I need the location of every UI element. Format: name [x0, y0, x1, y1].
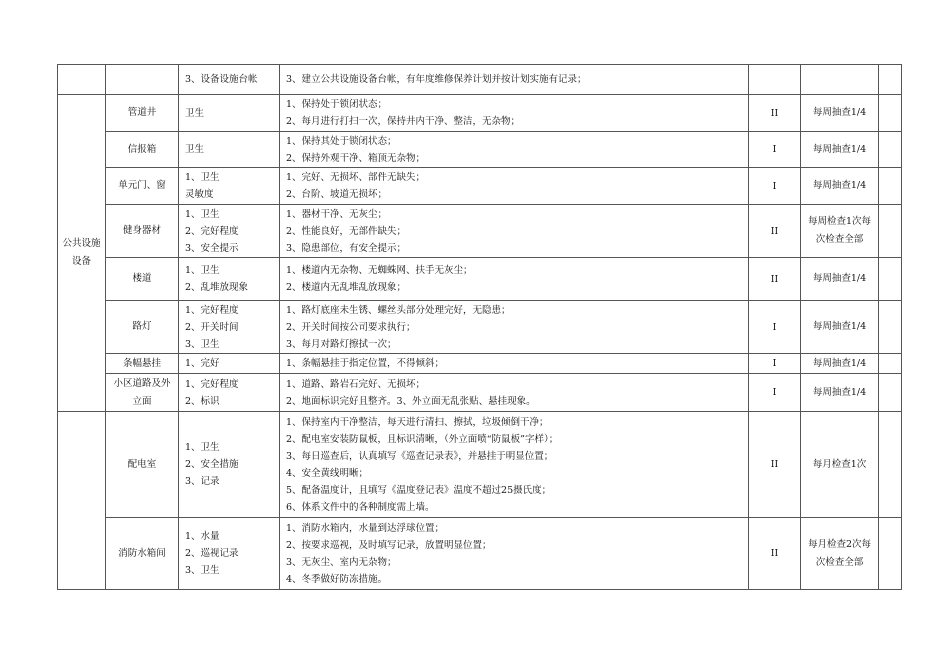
- level-cell: II: [749, 95, 801, 132]
- standard-text: [280, 412, 749, 518]
- empty-cell: [801, 65, 879, 95]
- check-items: [179, 205, 280, 258]
- frequency-cell: 每周抽查1/4: [801, 258, 879, 301]
- check-item: 3、记录: [185, 476, 220, 487]
- standard-text: [280, 301, 749, 354]
- level-cell: II: [749, 258, 801, 301]
- standard-line: 6、体系文件中的各种制度需上墙。: [286, 501, 435, 513]
- frequency-cell: 每周抽查1/4: [801, 132, 879, 168]
- standard-line: 3、无灰尘、室内无杂物；: [286, 556, 397, 568]
- table-row: [58, 301, 902, 354]
- check-item: 卫生: [185, 107, 205, 119]
- level-cell: I: [749, 132, 801, 168]
- check-item: 3、安全提示: [185, 242, 239, 254]
- table-row: [58, 168, 902, 205]
- table-row: [58, 132, 902, 168]
- check-item: 2、安全措施: [185, 459, 239, 470]
- facility-name: 信报箱: [106, 132, 179, 168]
- frequency-cell: 每月检查1次: [801, 412, 879, 518]
- level-cell: II: [749, 412, 801, 518]
- standard-line: 1、完好、无损坏、部件无缺失；: [286, 172, 426, 183]
- facility-name: 楼道: [106, 258, 179, 301]
- level-cell: I: [749, 301, 801, 354]
- standard-line: 5、配备温度计，且填写《温度登记表》温度不超过25摄氏度；: [286, 484, 552, 496]
- standard-text: [280, 374, 749, 412]
- check-item: 2、乱堆放现象: [185, 282, 249, 293]
- standard-text: [280, 354, 749, 374]
- check-item: 卫生: [185, 144, 205, 155]
- check-items: [179, 518, 280, 590]
- standard-line: 1、路灯底座未生锈、螺丝头部分处理完好，无隐患；: [286, 304, 511, 316]
- facility-name: 健身器材: [106, 205, 179, 258]
- standard-line: 3、每月对路灯擦拭一次；: [286, 338, 397, 350]
- frequency-cell: 每周抽查1/4: [801, 301, 879, 354]
- frequency-cell: 每周抽查1/4: [801, 168, 879, 205]
- empty-cell: [879, 95, 902, 132]
- table-row: [58, 374, 902, 412]
- standard-text: [280, 518, 749, 590]
- frequency-cell: 每周抽查1/4: [801, 354, 879, 374]
- standard-line: 2、地面标识完好且整齐。3、外立面无乱张贴、悬挂现象。: [286, 395, 536, 407]
- table-row: [58, 65, 902, 95]
- check-item: 1、完好程度: [185, 304, 239, 316]
- standard-line: 2、楼道内无乱堆乱放现象；: [286, 282, 407, 293]
- check-item: 2、完好程度: [185, 225, 239, 237]
- empty-cell: [879, 258, 902, 301]
- empty-cell: [879, 412, 902, 518]
- standard-line: 2、台阶、坡道无损坏；: [286, 189, 388, 200]
- standard-line: 1、条幅悬挂于指定位置，不得倾斜；: [286, 358, 445, 369]
- table-row: [58, 95, 902, 132]
- frequency-cell: 每周抽查1/4: [801, 374, 879, 412]
- standard-line: 4、冬季做好防冻措施。: [286, 573, 388, 585]
- check-items: [179, 258, 280, 301]
- empty-cell: [879, 205, 902, 258]
- frequency-cell: 每月检查2次每次检查全部: [801, 518, 879, 590]
- check-item: 1、卫生: [185, 172, 220, 183]
- standard-text: [280, 95, 749, 132]
- facility-name: 条幅悬挂: [106, 354, 179, 374]
- table-row: [58, 205, 902, 258]
- check-items: [179, 354, 280, 374]
- check-item: 灵敏度: [185, 189, 214, 200]
- empty-cell: [58, 65, 106, 95]
- check-item: 1、卫生: [185, 265, 220, 276]
- empty-cell: [879, 65, 902, 95]
- check-item: 2、巡视记录: [185, 548, 239, 559]
- check-item: 1、卫生: [185, 442, 220, 453]
- standard-line: 3、每日巡查后，认真填写《巡查记录表》，并悬挂于明显位置；: [286, 450, 554, 462]
- standard-text: 3、建立公共设施设备台帐，有年度维修保养计划并按计划实施有记录；: [280, 65, 749, 95]
- empty-cell: [58, 412, 106, 590]
- table-row: [58, 258, 902, 301]
- empty-cell: [879, 132, 902, 168]
- inspection-standard-table: [57, 64, 902, 590]
- level-cell: II: [749, 518, 801, 590]
- table-row: [58, 354, 902, 374]
- standard-text: [280, 132, 749, 168]
- empty-cell: [879, 518, 902, 590]
- check-item: 1、水量: [185, 531, 220, 542]
- standard-line: 2、性能良好，无部件缺失；: [286, 225, 407, 237]
- check-item: 1、完好程度: [185, 378, 239, 390]
- standard-line: 2、开关时间按公司要求执行；: [286, 321, 416, 333]
- facility-name: 管道井: [106, 95, 179, 132]
- standard-line: 2、保持外观干净、箱顶无杂物；: [286, 152, 426, 164]
- level-cell: I: [749, 374, 801, 412]
- standard-line: 1、消防水箱内，水量到达浮球位置；: [286, 522, 445, 534]
- check-items: [179, 374, 280, 412]
- standard-text: [280, 258, 749, 301]
- category-cell: 公共设施设备: [58, 95, 106, 412]
- check-items: [179, 95, 280, 132]
- standard-line: 1、器材干净、无灰尘；: [286, 208, 388, 220]
- check-items: [179, 132, 280, 168]
- check-items: [179, 301, 280, 354]
- facility-name: 单元门、窗: [106, 168, 179, 205]
- standard-line: 1、楼道内无杂物、无蜘蛛网、扶手无灰尘；: [286, 265, 473, 276]
- frequency-cell: 每周检查1次每次检查全部: [801, 205, 879, 258]
- empty-cell: [879, 374, 902, 412]
- check-items: [179, 168, 280, 205]
- empty-cell: [749, 65, 801, 95]
- facility-name: 配电室: [106, 412, 179, 518]
- standard-line: 1、保持其处于锁闭状态；: [286, 135, 397, 147]
- table-row: [58, 412, 902, 518]
- check-item: 2、标识: [185, 395, 220, 407]
- standard-line: 1、道路、路岩石完好、无损坏；: [286, 378, 426, 390]
- standard-line: 2、按要求巡视，及时填写记录，放置明显位置；: [286, 539, 492, 551]
- standard-line: 2、配电室安装防鼠板，且标识清晰，（外立面喷“防鼠板”字样）；: [286, 433, 559, 445]
- standard-line: 3、隐患部位，有安全提示；: [286, 242, 407, 254]
- table-row: [58, 518, 902, 590]
- standard-line: 1、保持处于锁闭状态；: [286, 99, 388, 110]
- standard-line: 1、保持室内干净整洁，每天进行清扫、擦拭，垃圾倾倒干净；: [286, 416, 549, 428]
- empty-cell: [879, 354, 902, 374]
- empty-cell: [879, 301, 902, 354]
- standard-text: [280, 168, 749, 205]
- standard-line: 2、每月进行打扫一次，保持井内干净、整洁，无杂物；: [286, 116, 521, 127]
- check-item: 3、卫生: [185, 338, 220, 350]
- level-cell: I: [749, 168, 801, 205]
- level-cell: I: [749, 354, 801, 374]
- check-items: [179, 412, 280, 518]
- check-item: 3、卫生: [185, 565, 220, 576]
- standard-text: [280, 205, 749, 258]
- check-item: 1、卫生: [185, 208, 220, 220]
- check-item: 1、完好: [185, 358, 220, 369]
- facility-name: 小区道路及外立面: [106, 374, 179, 412]
- check-item: 2、开关时间: [185, 321, 239, 333]
- check-items: 3、设备设施台帐: [179, 65, 280, 95]
- standard-line: 4、安全黄线明晰；: [286, 467, 369, 479]
- empty-cell: [106, 65, 179, 95]
- facility-name: 路灯: [106, 301, 179, 354]
- level-cell: II: [749, 205, 801, 258]
- frequency-cell: 每周抽查1/4: [801, 95, 879, 132]
- facility-name: 消防水箱间: [106, 518, 179, 590]
- empty-cell: [879, 168, 902, 205]
